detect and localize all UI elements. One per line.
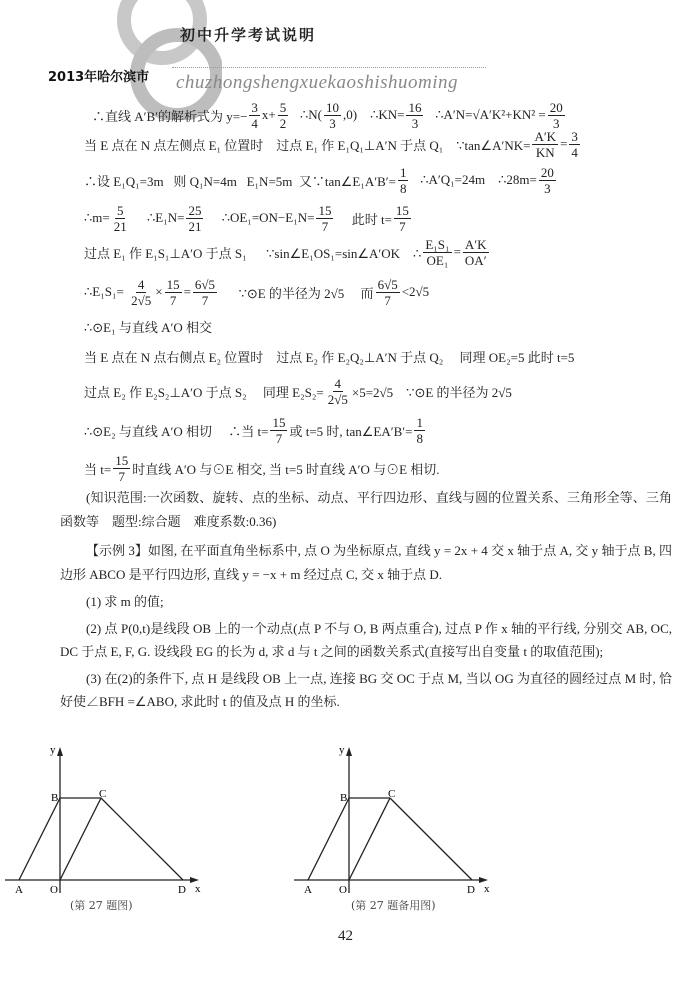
- numerator: 25: [188, 202, 202, 218]
- math-text: 当 E 点在 N 点左侧点 E₁ 位置时 过点 E₁ 作 E₁Q₁⊥A′N 于点 Q₁ ∵tan∠A′NK=: [84, 137, 531, 153]
- numerator: 15: [272, 414, 286, 430]
- numerator: 10: [326, 99, 340, 115]
- label-O: O: [339, 884, 347, 896]
- denominator: 4: [251, 115, 258, 131]
- question-3: (3) 在(2)的条件下, 点 H 是线段 OB 上一点, 连接 BG 交 OC 于点 M, 当以 OG 为直径的圆经过点 M 时, 恰好使∠BFH =∠ABO, 求此时 t 的值及点 H 的坐标.: [60, 670, 672, 709]
- math-text: x+: [261, 107, 276, 122]
- numerator: 15: [395, 202, 409, 218]
- y-axis-arrow-icon: [346, 747, 352, 756]
- math-line: [84, 336, 574, 376]
- math-line: [84, 410, 427, 450]
- header-divider: [172, 67, 486, 68]
- denominator: 7: [321, 218, 329, 234]
- math-line: [84, 448, 440, 488]
- denominator: 3: [544, 180, 551, 196]
- math-text: ×: [155, 284, 163, 299]
- math-line: [84, 232, 491, 272]
- fraction: [112, 203, 129, 234]
- math-text: ,0) ∴KN=: [343, 107, 405, 122]
- math-line: [84, 371, 512, 411]
- segment-oc: [60, 798, 101, 880]
- y-axis-arrow-icon: [57, 747, 63, 756]
- denominator: 3: [411, 115, 419, 131]
- numerator: E₁S₁: [425, 236, 450, 252]
- math-text: =: [453, 244, 461, 259]
- numerator: 1: [416, 414, 423, 430]
- denominator: 21: [188, 218, 202, 234]
- math-text: ∴OE₁=ON−E₁N=: [205, 210, 315, 225]
- math-text: 过点 E₁ 作 E₁S₁⊥A′O 于点 S₁ ∵sin∠E₁OS₁=sin∠A′OK ∴: [84, 245, 422, 261]
- numerator: 15: [166, 276, 180, 292]
- fraction: [326, 376, 350, 407]
- label-x: x: [195, 883, 201, 895]
- numerator: 5: [116, 202, 124, 218]
- denominator: OA′: [464, 252, 487, 268]
- fraction: [113, 453, 130, 484]
- denominator: 7: [201, 292, 209, 308]
- fraction: [193, 277, 217, 308]
- math-text: ∴N(: [290, 107, 323, 122]
- denominator: OE₁: [426, 252, 449, 268]
- numerator: 5: [279, 99, 287, 115]
- label-A: A: [304, 884, 312, 896]
- segment-cd: [390, 798, 472, 880]
- math-text: =: [560, 136, 568, 151]
- question-1: (1) 求 m 的值;: [86, 594, 164, 609]
- numerator: 1: [399, 164, 407, 180]
- math-line: [84, 160, 558, 200]
- math-text: 当 t=: [84, 461, 112, 477]
- fraction: [423, 237, 451, 268]
- numerator: 6√5: [377, 276, 398, 292]
- numerator: 4: [334, 375, 342, 391]
- math-text: ∴直线 A′B′的解析式为 y=−: [92, 108, 248, 124]
- figure-caption: (第 27 题图): [70, 899, 133, 912]
- denominator: 7: [384, 292, 391, 308]
- fraction: [129, 277, 153, 308]
- numerator: 3: [571, 128, 578, 144]
- numerator: 16: [408, 99, 422, 115]
- example-statement: 【示例 3】如图, 在平面直角坐标系中, 点 O 为坐标原点, 直线 y = 2x + 4 交 x 轴于点 A, 交 y 轴于点 B, 四边形 ABCO 是平行四边形, 直线 y = −x + m 经过点 C, 交 x 轴于点 D.: [60, 543, 672, 582]
- label-B: B: [340, 792, 348, 804]
- math-text: ∴设 E₁Q₁=3m 则 Q₁N=4m E₁N=5m 又∵tan∠E₁A′B′=: [84, 173, 396, 189]
- denominator: KN: [535, 144, 555, 160]
- math-text: 时直线 A′O 与⊙E 相交, 当 t=5 时直线 A′O 与⊙E 相切.: [132, 461, 440, 477]
- label-D: D: [178, 884, 186, 896]
- denominator: 3: [329, 115, 336, 131]
- math-text: ∴E₁N=: [130, 210, 185, 225]
- label-y: y: [339, 744, 345, 756]
- fraction: [270, 415, 287, 446]
- fraction: [165, 277, 182, 308]
- numerator: 3: [251, 99, 258, 115]
- segment-oc: [349, 798, 390, 880]
- page-number: 42: [338, 928, 353, 944]
- fraction: [394, 203, 411, 234]
- math-text: ∴⊙E₂ 与直线 A′O 相切 ∴当 t=: [84, 423, 269, 439]
- denominator: 8: [416, 430, 423, 446]
- label-B: B: [51, 792, 59, 804]
- fraction: [539, 165, 556, 196]
- header-city: 2013年哈尔滨市: [48, 70, 150, 85]
- segment-ab: [19, 798, 60, 880]
- fraction: [186, 203, 203, 234]
- numerator: A′K: [464, 236, 487, 252]
- numerator: 6√5: [194, 276, 216, 292]
- denominator: 2: [279, 115, 287, 131]
- numerator: 20: [540, 164, 554, 180]
- denominator: 7: [399, 218, 406, 234]
- fraction: [463, 237, 489, 268]
- denominator: 7: [275, 430, 283, 446]
- numerator: 4: [137, 276, 145, 292]
- label-y: y: [50, 744, 56, 756]
- denominator: 2√5: [131, 292, 152, 308]
- math-text: ∴⊙E₁ 与直线 A′O 相交: [84, 319, 213, 335]
- numerator: 20: [549, 99, 563, 115]
- segment-ab: [308, 798, 349, 880]
- denominator: 7: [118, 468, 125, 484]
- denominator: 3: [552, 115, 560, 131]
- math-text: <2√5: [401, 284, 430, 299]
- knowledge-scope: (知识范围:一次函数、旋转、点的坐标、动点、平行四边形、直线与圆的位置关系、三角形全等、三角函数等 题型:综合题 难度系数:0.36): [60, 490, 672, 529]
- denominator: 2√5: [327, 391, 348, 407]
- math-text: ∴A′N=√A′K²+KN² =: [425, 107, 546, 122]
- math-text: ∴m=: [84, 210, 110, 225]
- fraction: [532, 129, 558, 160]
- numerator: A′K: [534, 128, 557, 144]
- label-x: x: [484, 883, 490, 895]
- math-text: 过点 E₂ 作 E₂S₂⊥A′O 于点 S₂ 同理 E₂S₂=: [84, 384, 324, 400]
- fraction: [398, 165, 409, 196]
- denominator: 8: [399, 180, 407, 196]
- numerator: 15: [318, 202, 332, 218]
- math-text: 此时 t=: [335, 211, 392, 227]
- denominator: 7: [169, 292, 177, 308]
- math-text: =: [183, 284, 191, 299]
- figure-caption: (第 27 题备用图): [351, 899, 436, 912]
- math-text: ∵⊙E 的半径为 2√5 而: [219, 285, 374, 301]
- fraction: [316, 203, 333, 234]
- math-text: 当 E 点在 N 点右侧点 E₂ 位置时 过点 E₂ 作 E₂Q₂⊥A′N 于点 Q₂ 同理 OE₂=5 此时 t=5: [84, 349, 575, 365]
- math-text: ∴E₁S₁=: [84, 284, 128, 299]
- label-D: D: [467, 884, 475, 896]
- fraction: [414, 415, 425, 446]
- label-C: C: [388, 788, 396, 800]
- question-2: (2) 点 P(0,t)是线段 OB 上的一个动点(点 P 不与 O, B 两点重合), 过点 P 作 x 轴的平行线, 分别交 AB, OC, DC 于点 E, F, G. 设线段 EG 的长为 d, 求 d 与 t 之间的函数关系式(直接写出自变量 t 的取值范围);: [60, 620, 672, 659]
- denominator: 4: [571, 144, 578, 160]
- label-A: A: [15, 884, 23, 896]
- math-text: ∴A′Q₁=24m ∴28m=: [410, 172, 537, 187]
- header-title: 初中升学考试说明: [180, 26, 317, 44]
- math-text: ×5=2√5 ∵⊙E 的半径为 2√5: [351, 384, 512, 400]
- math-text: 或 t=5 时, tan∠EA′B′=: [289, 423, 413, 439]
- label-C: C: [99, 788, 107, 800]
- segment-cd: [101, 798, 183, 880]
- label-O: O: [50, 884, 58, 896]
- header-pinyin: chuzhongshengxuekaoshishuoming: [176, 72, 459, 93]
- question-text: [60, 486, 672, 714]
- fraction: [569, 129, 580, 160]
- numerator: 15: [115, 452, 129, 468]
- math-line: [84, 124, 582, 164]
- fraction: [376, 277, 400, 308]
- denominator: 21: [113, 218, 127, 234]
